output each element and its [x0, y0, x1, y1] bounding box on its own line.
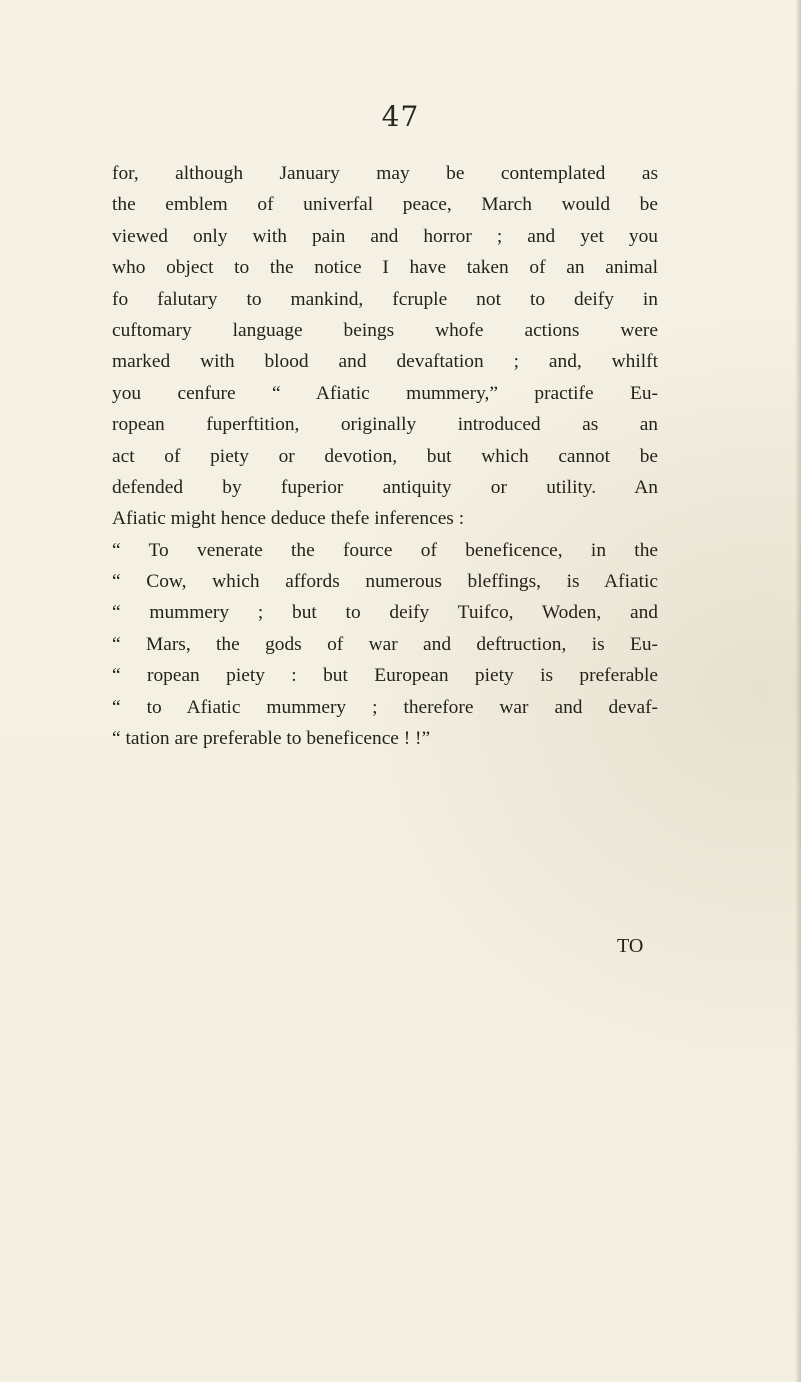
page-edge-shadow — [795, 0, 801, 1382]
quote-line: “ tation are preferable to beneficence ! !” — [112, 728, 431, 750]
quote-line: “ To venerate the fource of beneficence, in the — [112, 539, 658, 561]
text-line: viewed only with pain and horror ; and yet you — [112, 225, 658, 247]
body-text — [112, 158, 658, 754]
text-line: who object to the notice I have taken of an animal — [112, 257, 658, 279]
quote-line: “ Cow, which affords numerous bleffings, is Afiatic — [112, 571, 658, 593]
quote-line: “ mummery ; but to deify Tuifco, Woden, and — [112, 602, 658, 624]
catchword: TO — [617, 935, 644, 957]
text-line: marked with blood and devaftation ; and, whilft — [112, 351, 658, 373]
text-line: cuftomary language beings whofe actions were — [112, 319, 658, 341]
text-line: for, although January may be contemplated as — [112, 163, 658, 184]
page-number: 47 — [381, 100, 420, 133]
text-line: defended by fuperior antiquity or utility. An — [112, 476, 658, 498]
text-line: act of piety or devotion, but which cannot be — [112, 445, 658, 467]
text-line: ropean fuperftition, originally introduced as an — [112, 414, 658, 436]
quote-line: “ ropean piety : but European piety is preferable — [112, 665, 658, 687]
quote-line: “ Mars, the gods of war and deftruction, is Eu- — [112, 633, 658, 655]
text-line: you cenfure “ Afiatic mummery,” practife Eu- — [112, 382, 658, 404]
text-line: fo falutary to mankind, fcruple not to deify in — [112, 288, 658, 310]
text-line: the emblem of univerfal peace, March would be — [112, 194, 658, 216]
quote-line: “ to Afiatic mummery ; therefore war and devaf- — [112, 696, 658, 718]
text-line: Afiatic might hence deduce thefe inferences : — [112, 508, 465, 530]
